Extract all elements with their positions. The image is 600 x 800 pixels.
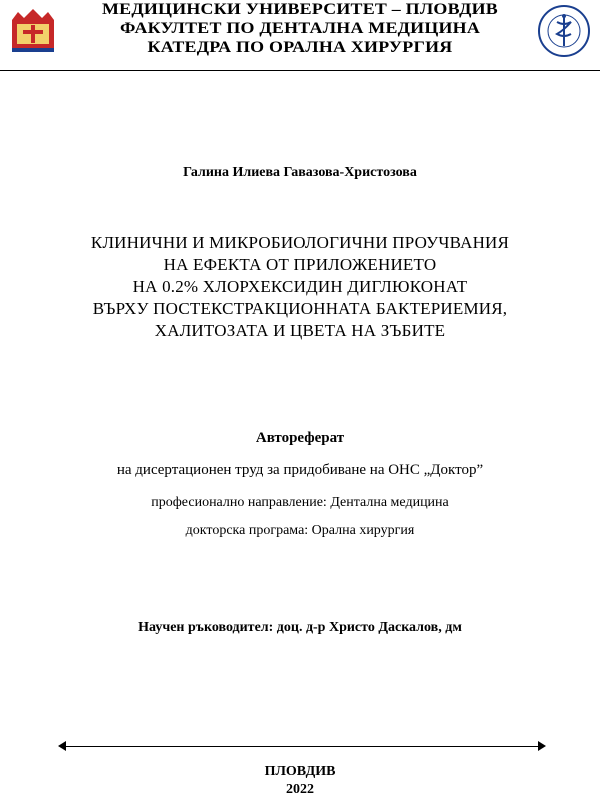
professional-field: професионално направление: Дентална медицина — [151, 495, 449, 510]
document-header — [0, 0, 600, 70]
institution-lines — [0, 0, 600, 57]
title-line: КЛИНИЧНИ И МИКРОБИОЛОГИЧНИ ПРОУЧВАНИЯ — [90, 233, 510, 252]
footer-divider — [62, 746, 540, 747]
scientific-supervisor: Научен ръководител: доц. д-р Христо Даскалов, дм — [138, 620, 462, 635]
doctoral-program: докторска програма: Орална хирургия — [185, 523, 415, 538]
year: 2022 — [286, 782, 314, 797]
degree-subtitle: на дисертационен труд за придобиване на ОНС „Доктор” — [116, 462, 484, 478]
author-name: Галина Илиева Гавазова-Христозова — [183, 165, 417, 180]
department-name: КАТЕДРА ПО ОРАЛНА ХИРУРГИЯ — [147, 39, 453, 56]
title-line: НА 0.2% ХЛОРХЕКСИДИН ДИГЛЮКОНАТ — [132, 277, 468, 296]
title-line: ХАЛИТОЗАТА И ЦВЕТА НА ЗЪБИТЕ — [154, 321, 446, 340]
title-line: НА ЕФЕКТА ОТ ПРИЛОЖЕНИЕТО — [163, 255, 437, 274]
dissertation-title — [0, 232, 600, 342]
arrow-right-icon — [538, 741, 546, 751]
header-divider — [0, 70, 600, 71]
university-name: МЕДИЦИНСКИ УНИВЕРСИТЕТ – ПЛОВДИВ — [102, 1, 498, 18]
title-line: ВЪРХУ ПОСТЕКСТРАКЦИОННАТА БАКТЕРИЕМИЯ, — [92, 299, 508, 318]
abstract-label: Автореферат — [255, 430, 345, 446]
faculty-name: ФАКУЛТЕТ ПО ДЕНТАЛНА МЕДИЦИНА — [119, 20, 481, 37]
city: ПЛОВДИВ — [264, 764, 336, 779]
faculty-seal-icon — [537, 4, 591, 58]
